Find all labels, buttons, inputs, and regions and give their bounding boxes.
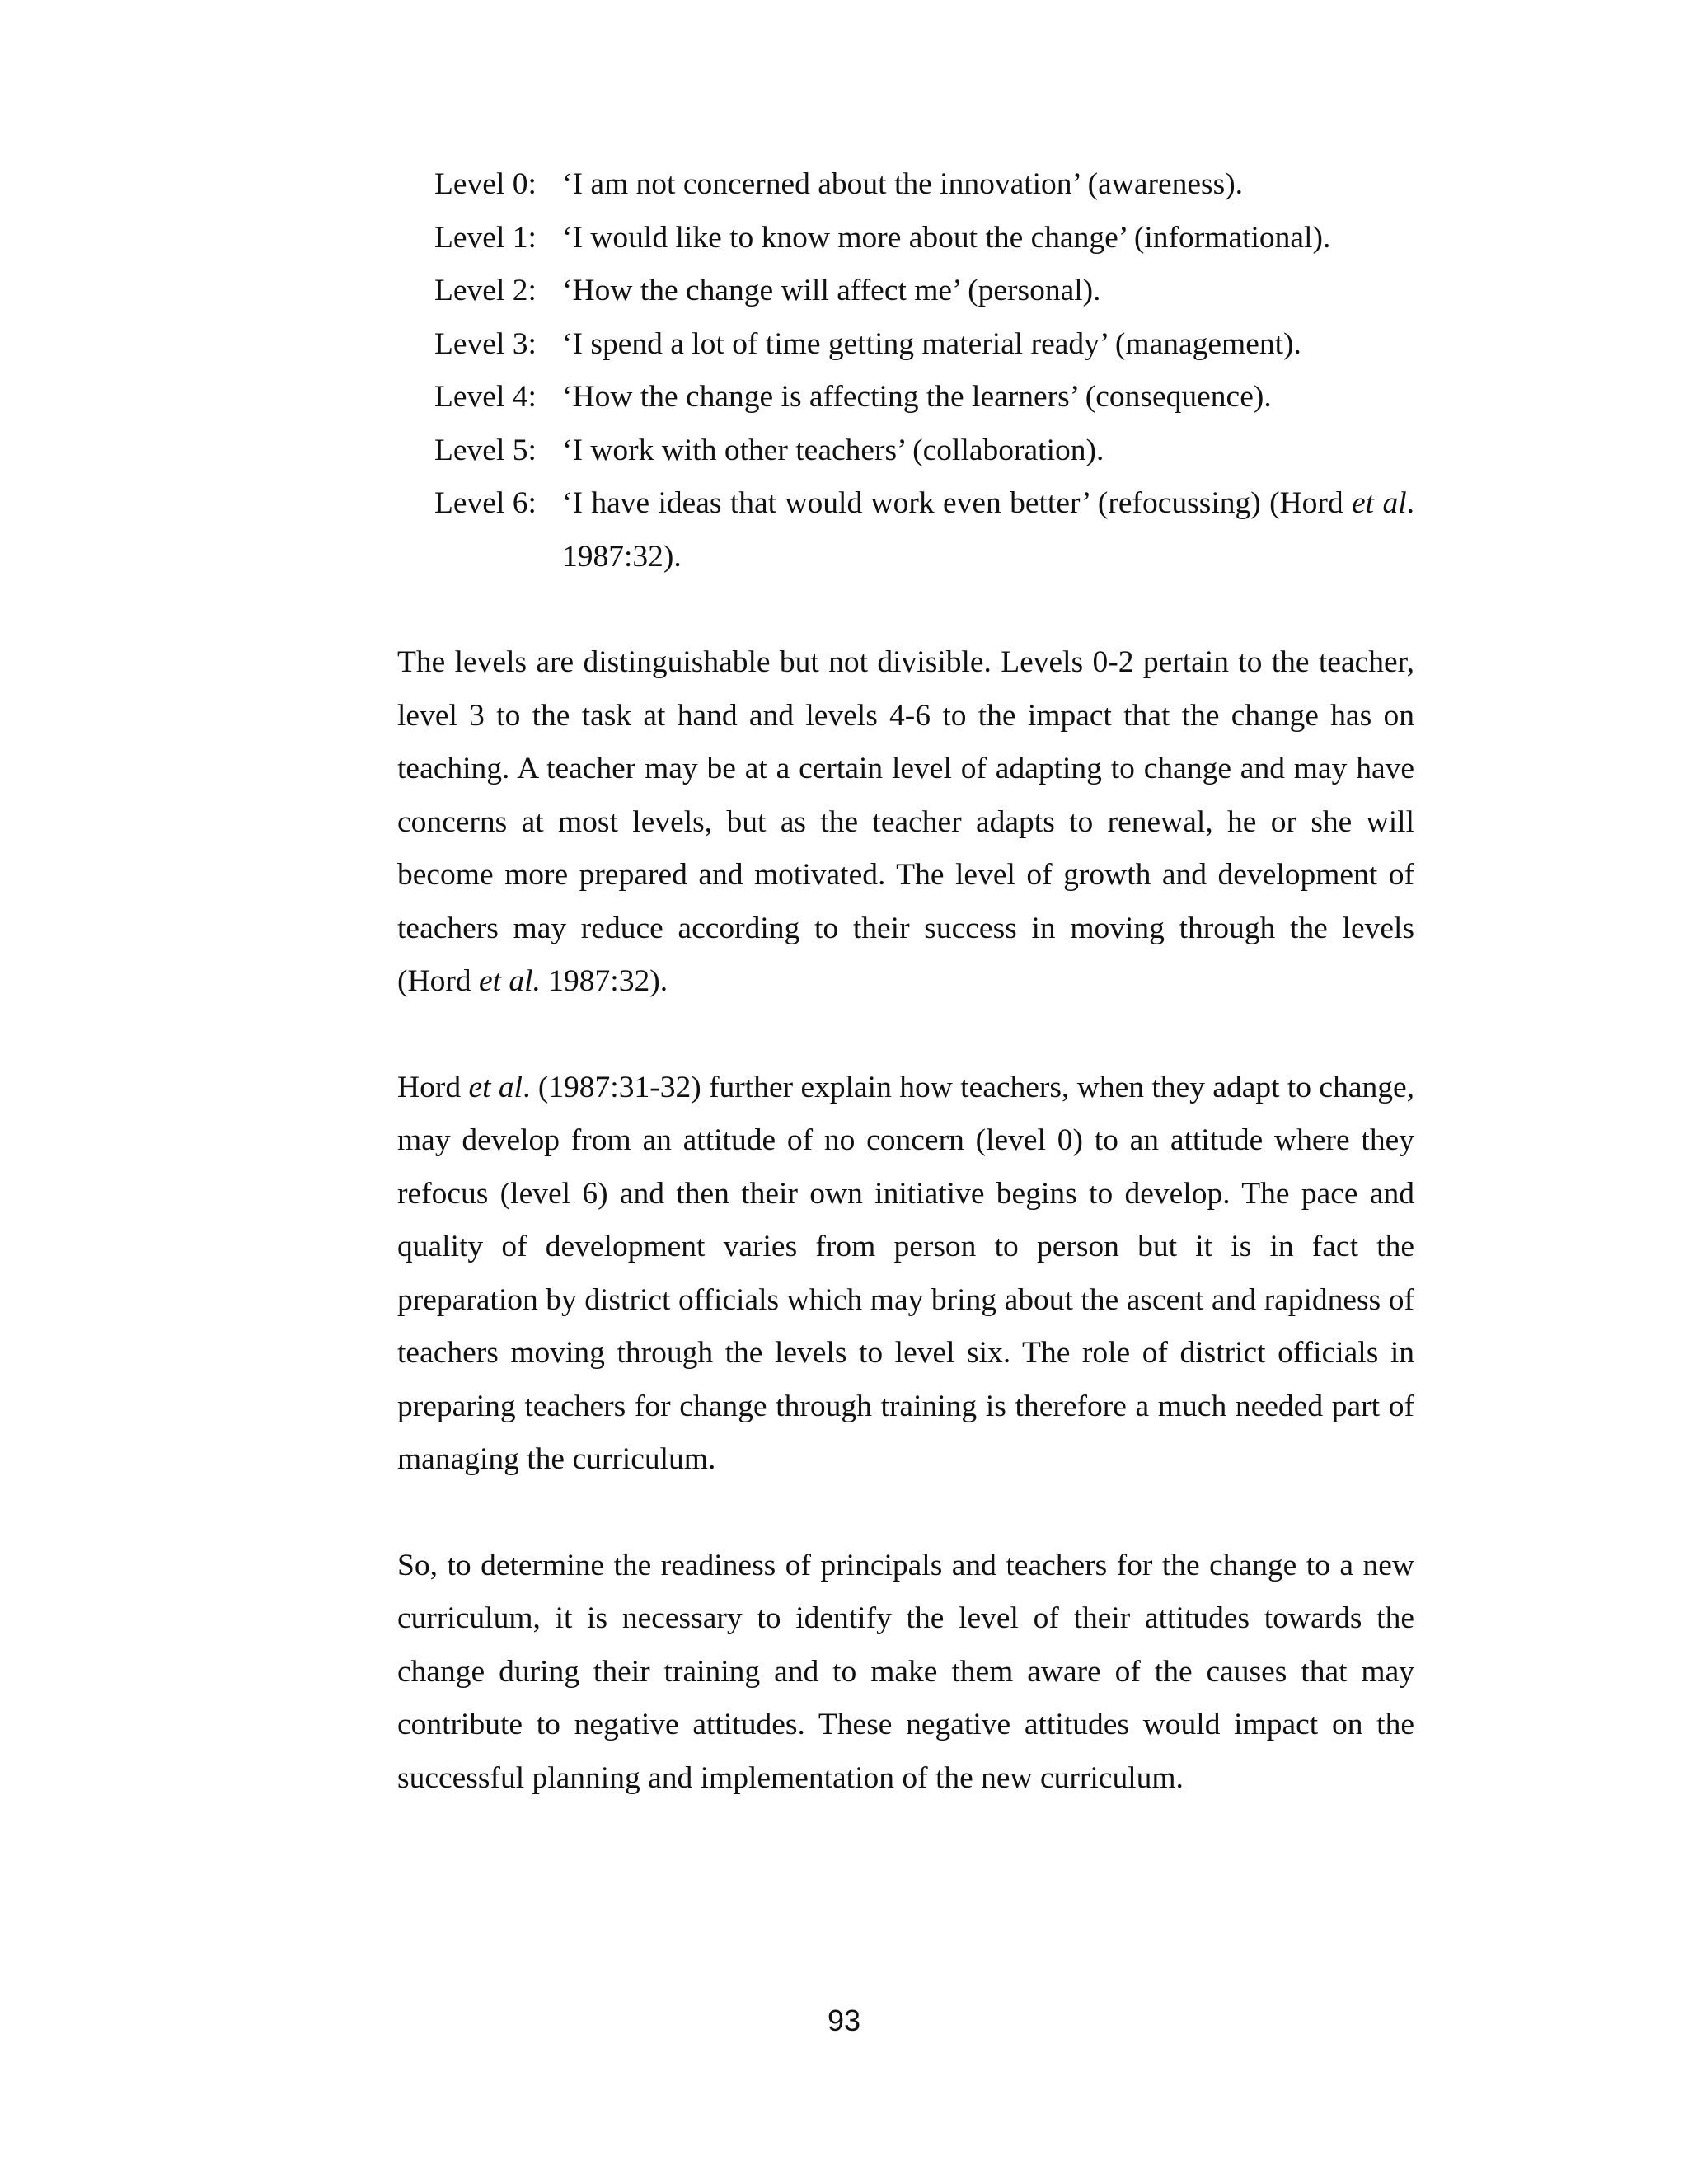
level-text-italic: et al [1352,486,1407,520]
paragraph-readiness [397,1540,1414,1806]
list-item-level-1 [434,212,1414,265]
level-text: ‘How the change is affecting the learners’ (consequence). [562,380,1272,414]
level-text: ‘I work with other teachers’ (collaboration). [562,433,1104,467]
level-label: Level 4: [434,380,537,414]
level-text-part: . 1987:32). [562,486,1414,574]
paragraph-levels-explanation [397,636,1414,1009]
list-item-level-5 [434,424,1414,478]
level-label: Level 1: [434,220,537,255]
list-item-level-2 [434,265,1414,318]
paragraph-text: So, to determine the readiness of principals and teachers for the change to a new curriculum, it is necessary to identify the level of their attitudes towards the change during their training and to make them aware of the causes that may contribute to negative attitudes. These negative attitudes would impact on the successful planning and implementation of the new curriculum. [397,1548,1414,1795]
list-item-level-3 [434,318,1414,372]
list-item-level-4 [434,371,1414,424]
paragraph-text: 1987:32). [540,964,668,998]
level-text-part: ‘I have ideas that would work even better’ (refocussing) (Hord [562,486,1353,520]
level-label: Level 5: [434,433,537,467]
list-item-level-0 [434,158,1414,212]
level-label: Level 0: [434,167,537,201]
paragraph-italic: et al. [478,964,541,998]
level-text: ‘I spend a lot of time getting material ready’ (management). [562,326,1301,361]
page-number: 93 [827,2004,861,2037]
paragraph-hord-explanation [397,1062,1414,1487]
paragraph-text: Hord [397,1070,469,1104]
level-label: Level 6: [434,486,537,520]
levels-list [434,158,1414,583]
page-content [397,158,1414,1805]
level-label: Level 2: [434,274,537,307]
paragraph-text: The levels are distinguishable but not divisible. Levels 0-2 pertain to the teacher, level 3 to the task at hand and levels 4-6 to the impact that the change has on teaching. A teacher may be at a certain level of adapting to change and may have concerns at most levels, but as the teacher adapts to renewal, he or she will become more prepared and motivated. The level of growth and development of teachers may reduce according to their success in moving through the levels (Hord [397,645,1414,998]
level-text: ‘I would like to know more about the change’ (informational). [562,220,1331,255]
list-item-level-6 [434,477,1414,583]
level-text [562,477,1414,583]
level-text: ‘How the change will affect me’ (personal). [562,274,1101,307]
level-text: ‘I am not concerned about the innovation’ (awareness). [562,167,1244,201]
paragraph-italic: et al [468,1070,523,1104]
level-label: Level 3: [434,326,537,361]
paragraph-text: . (1987:31-32) further explain how teachers, when they adapt to change, may develop from an attitude of no concern (level 0) to an attitude where they refocus (level 6) and then their own initiative begins to develop. The pace and quality of development varies from person to person but it is in fact the preparation by district officials which may bring about the ascent and rapidness of teachers moving through the levels to level six. The role of district officials in preparing teachers for change through training is therefore a much needed part of managing the curriculum. [397,1070,1414,1476]
